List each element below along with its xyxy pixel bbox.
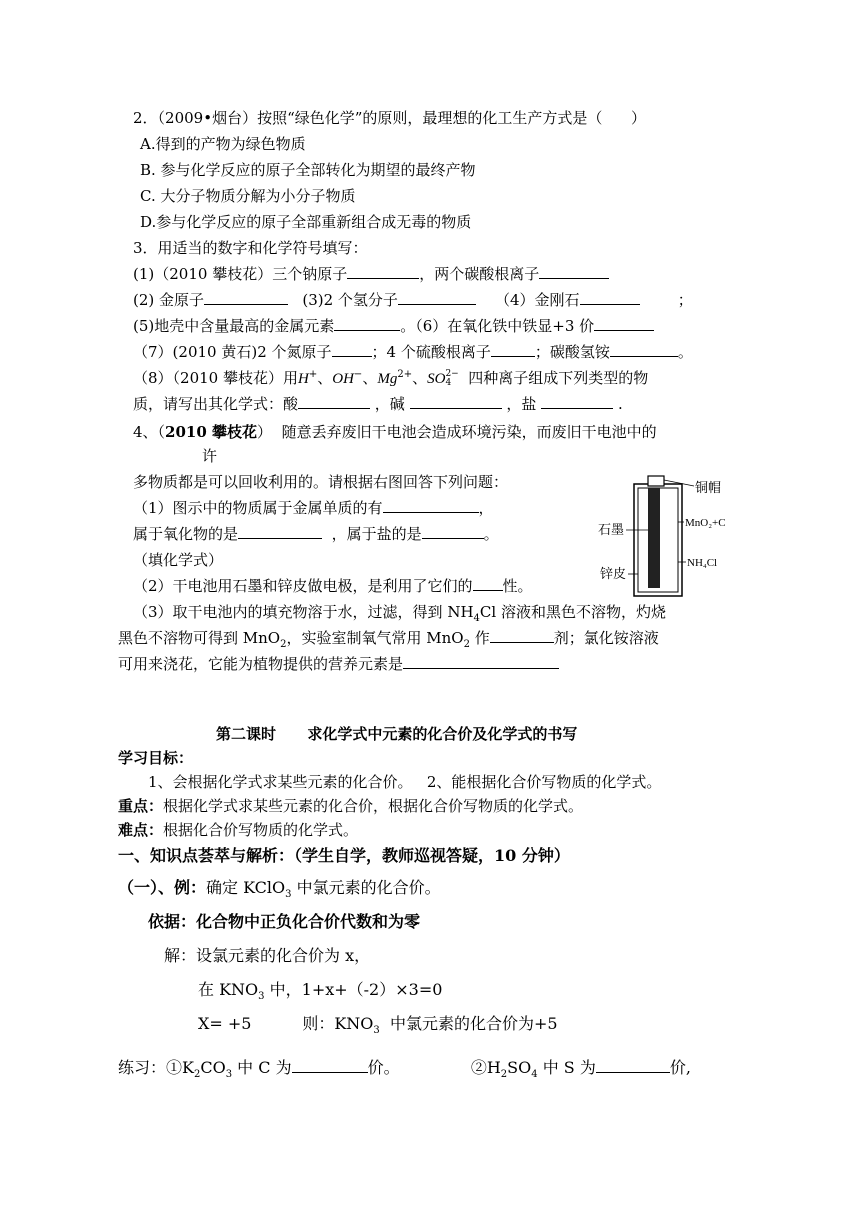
practice: 练习：$①K_2CO_3$ 中 C 为 价。 $②H_2SO_4$ 中 S 为 价, [118,1058,691,1081]
blank[interactable] [610,342,678,357]
solution-line-1: 解：设氯元素的化合价为 x， [164,946,371,965]
blank[interactable] [238,524,322,539]
difficulty: 难点：根据化合价写物质的化学式。 [118,821,359,839]
q4-stem-line2: 多物质都是可以回收利用的。请根据右图回答下列问题： [133,473,509,491]
blank[interactable] [292,1058,368,1073]
copper-cap [648,476,664,486]
blank[interactable] [398,290,476,305]
q3-part1: (1)（2010 攀枝花）三个钠原子 ，两个碳酸根离子 [133,264,609,284]
q3-part8: （8）（2010 攀枝花）用H+、OH−、$Mg^{2+}$、SO 2− 4 四种离子组成下列类型的物 [133,369,649,388]
blank[interactable] [422,524,484,539]
solution-line-3: X= +5 则：$KNO_3$ 中氯元素的化合价为+5 [198,1014,558,1037]
basis: 依据：化合物中正负化合价代数和为零 [148,912,421,931]
label-mno2-c: MnO₂+C [685,517,726,529]
q3-stem: 3．用适当的数字和化学符号填写： [133,239,368,257]
q2-option-a: A.得到的产物为绿色物质 [140,135,306,153]
example: （一）、例：确定 KClO$_3$ 中氯元素的化合价。 [118,878,441,901]
q3-part8-line2: 质，请写出其化学式：酸 ，碱 ，盐 . [133,395,623,413]
goal-text: 1、会根据化学式求某些元素的化合价。 2、能根据化合价写物质的化学式。 [148,773,662,791]
q4-sub3: （3）取干电池内的填充物溶于水，过滤，得到 $NH_4Cl$ 溶液和黑色不溶物，灼烧 [133,603,666,624]
blank[interactable] [473,576,503,591]
blank[interactable] [596,1058,670,1073]
blank[interactable] [383,498,479,513]
blank[interactable] [539,264,609,279]
q3-part5: (5)地壳中含量最高的金属元素 。（6）在氧化铁中铁显+3 价 [133,316,654,336]
q2-option-c: C. 大分子物质分解为小分子物质 [140,187,356,205]
q3-part7: （7）(2010 黄石)2 个氮原子 ；4 个硫酸根离子 ；碳酸氢铵 。 [133,343,693,361]
blank[interactable] [298,394,370,409]
q4-stem: 4、（2010 攀枝花） 随意丢弃废旧干电池会造成环境污染，而废旧干电池中的 [133,423,657,441]
q4-sub1-line2: 属于氧化物的是 ，属于盐的是 。 [133,525,499,543]
blank[interactable] [594,316,654,331]
q2-option-b: B. 参与化学反应的原子全部转化为期望的最终产物 [140,161,476,179]
blank[interactable] [410,394,502,409]
blank[interactable] [541,394,613,409]
label-nh4cl: NH₄Cl [687,557,718,569]
q4-sub3-line2: 黑色不溶物可得到 MnO$_2$，实验室制氧气常用 MnO$_2$ 作 剂；氯化铵溶液 [118,629,659,650]
q2-option-d: D.参与化学反应的原子全部重新组合成无毒的物质 [140,213,472,231]
blank[interactable] [347,264,419,279]
label-copper-cap: 铜帽 [695,480,722,495]
blank[interactable] [491,342,535,357]
q4-sub2: （2）干电池用石墨和锌皮做电极，是利用了它们的 性。 [133,577,533,595]
q4-sub3-line3: 可用来浇花，它能为植物提供的营养元素是 [118,654,559,674]
section-1-heading: 一、知识点荟萃与解析：（学生自学，教师巡视答疑，10 分钟） [118,846,570,865]
blank[interactable] [332,342,372,357]
lesson-title: 第二课时 求化学式中元素的化合价及化学式的书写 [216,725,578,743]
key-point: 重点：根据化学式求某些元素的化合价，根据化合价写物质的化学式。 [118,797,584,815]
blank[interactable] [403,654,559,669]
label-zinc: 锌皮 [600,566,627,581]
label-graphite: 石墨 [598,522,625,537]
dry-cell-battery-diagram [598,470,738,598]
q4-sub1-note: （填化学式） [133,551,224,569]
goal-label: 学习目标： [118,749,194,767]
q3-part2: (2) 金原子 (3)2 个氢分子 （4）金刚石 ； [133,291,693,309]
blank[interactable] [334,316,400,331]
q4-stem-cont: 许 [202,447,218,465]
blank[interactable] [580,290,640,305]
blank[interactable] [490,628,554,643]
q4-sub1: （1）图示中的物质属于金属单质的有 ， [133,499,494,517]
blank[interactable] [204,290,288,305]
q2-stem: 2．（2009•烟台）按照“绿色化学”的原则，最理想的化工生产方式是（ ） [133,109,647,127]
solution-line-2: 在 $KNO_3$ 中，1+x+（-2）×3=0 [198,980,443,1003]
graphite-rod [648,488,660,588]
